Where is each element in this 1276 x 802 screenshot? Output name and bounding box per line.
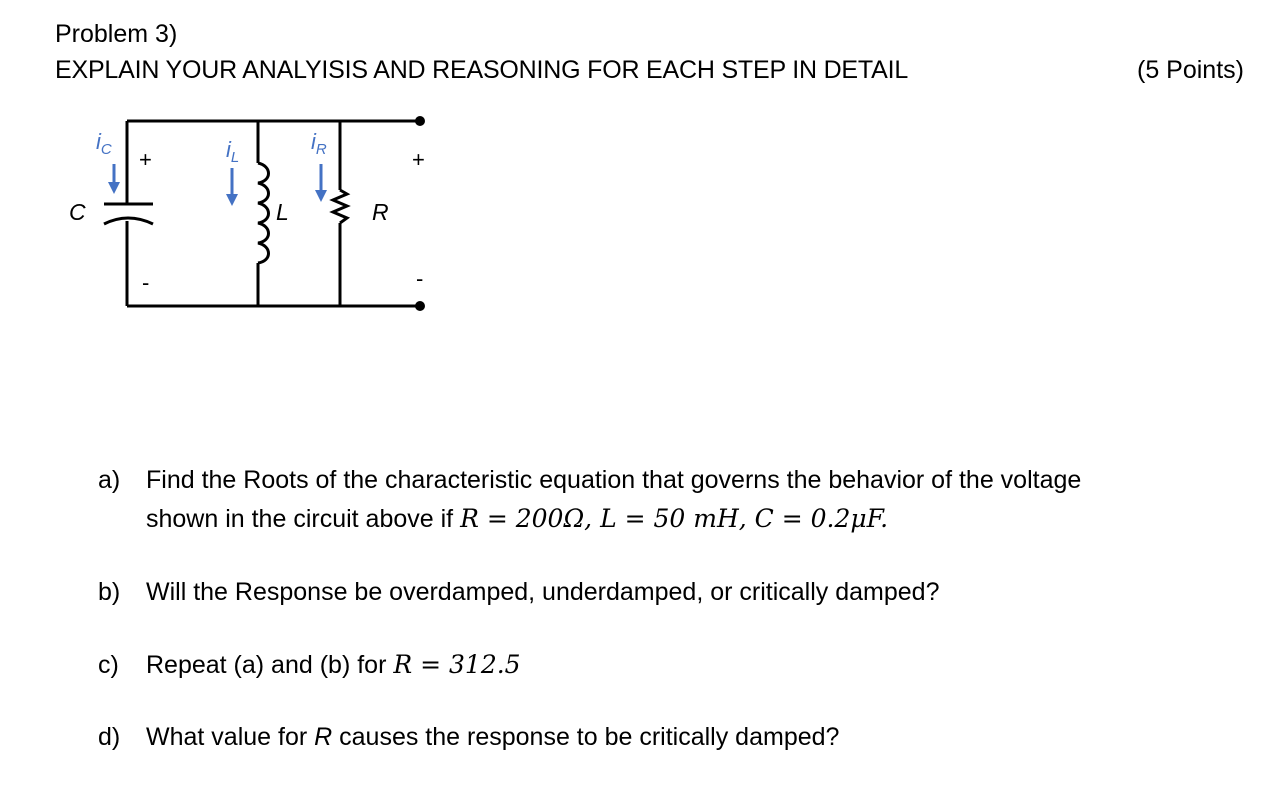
inductor-label: L bbox=[276, 199, 289, 225]
question-b-label: b) bbox=[98, 578, 121, 606]
ind-current-label: $i_L$ bbox=[226, 137, 240, 166]
question-b bbox=[98, 578, 939, 607]
question-a-line2-text: shown in the circuit above if bbox=[146, 505, 461, 533]
question-d-text-pre: What value for bbox=[146, 723, 315, 751]
question-a-line1: Find the Roots of the characteristic equation that governs the behavior of the voltage bbox=[146, 466, 1082, 494]
question-d-var: R bbox=[314, 723, 333, 751]
resistor-label: R bbox=[372, 199, 389, 225]
top-terminal bbox=[415, 116, 425, 126]
question-d-text-post: causes the response to be critically damped? bbox=[332, 723, 840, 751]
question-a-label: a) bbox=[98, 466, 121, 494]
question-c bbox=[98, 650, 521, 680]
output-plus-sign: + bbox=[412, 147, 425, 172]
bottom-terminal bbox=[415, 301, 425, 311]
res-current-label: $i_R$ bbox=[311, 129, 327, 158]
inductor-coil bbox=[258, 163, 269, 263]
cap-plus-sign: + bbox=[139, 147, 152, 172]
question-c-math: R = 312.5 bbox=[393, 650, 521, 679]
question-c-text: Repeat (a) and (b) for bbox=[146, 651, 394, 679]
question-a-line2 bbox=[146, 504, 888, 534]
output-minus-sign: - bbox=[416, 266, 424, 291]
question-c-label: c) bbox=[98, 651, 119, 679]
question-d-label: d) bbox=[98, 723, 121, 751]
resistor-zigzag bbox=[333, 190, 347, 223]
cap-current-label: $i_C$ bbox=[96, 129, 112, 158]
cap-minus-sign: - bbox=[142, 270, 150, 295]
question-a-values: R = 200Ω, L = 50 mH, C = 0.2μF. bbox=[460, 504, 889, 533]
points-label: (5 Points) bbox=[1137, 56, 1244, 84]
rlc-circuit-diagram bbox=[50, 108, 450, 323]
capacitor-label: C bbox=[69, 199, 86, 225]
instruction-heading: EXPLAIN YOUR ANALYISIS AND REASONING FOR EACH STEP IN DETAIL bbox=[55, 56, 909, 84]
question-b-text: Will the Response be overdamped, underdamped, or critically damped? bbox=[146, 578, 940, 606]
question-a bbox=[98, 466, 1081, 495]
question-d bbox=[98, 723, 839, 752]
problem-title: Problem 3) bbox=[55, 20, 178, 48]
